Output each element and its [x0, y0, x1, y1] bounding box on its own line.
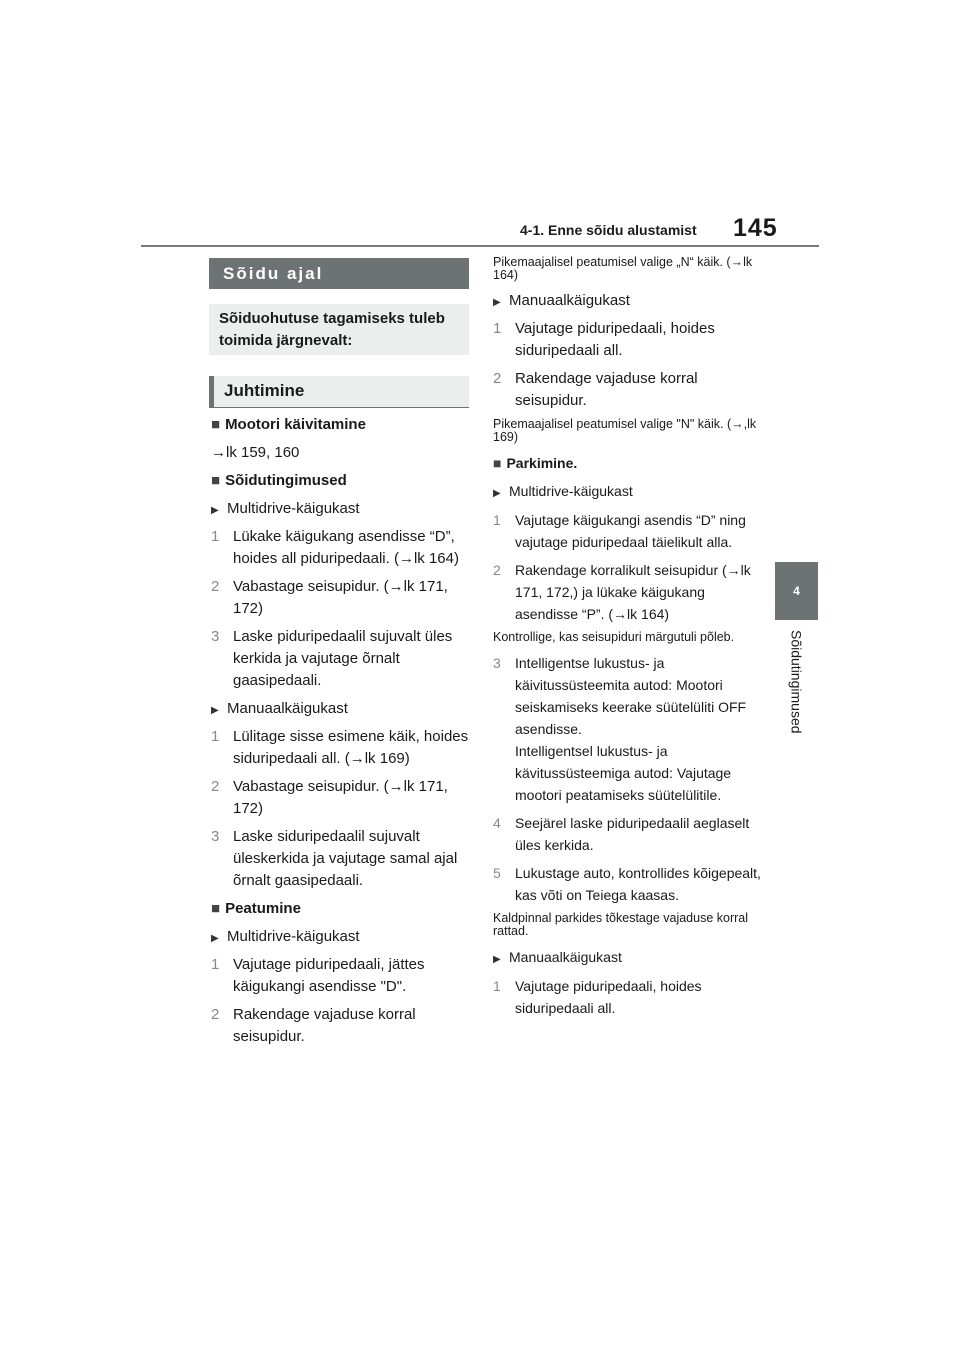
step-item	[211, 826, 469, 892]
subsection-heading	[211, 926, 469, 950]
step-text: Vajutage piduripedaali, hoides siduripedaali all.	[515, 978, 702, 1016]
note-text: Pikemaajalisel peatumisel valige "N" käik. (→,lk 169)	[493, 417, 757, 444]
section-heading	[493, 452, 763, 474]
step-number: 1	[211, 728, 220, 745]
subsection-heading	[493, 946, 763, 971]
step-number: 4	[493, 815, 501, 831]
step-text: Vabastage seisupidur. (→lk 171, 172)	[233, 778, 448, 817]
note-text: Kaldpinnal parkides tõkestage vajaduse korral rattad.	[493, 911, 749, 938]
section-heading	[211, 898, 469, 920]
parking-section	[493, 452, 763, 1019]
step-number: 3	[211, 828, 220, 845]
square-bullet-icon: ■	[211, 900, 221, 917]
chapter-tab: 4	[775, 562, 818, 620]
subsection-title: Multidrive-käigukast	[227, 928, 360, 945]
step-text: Vabastage seisupidur. (→lk 171, 172)	[233, 578, 448, 617]
left-column	[211, 414, 469, 1054]
triangle-bullet-icon: ▶	[493, 297, 501, 308]
step-text-part: Intelligentse lukustus- ja käivitussüsteemita autod: Mootori seiskamiseks keerake süütelüliti OFF asendisse.	[515, 655, 747, 737]
step-number: 2	[211, 1006, 220, 1023]
step-number: 3	[493, 655, 501, 671]
step-number: 3	[211, 628, 220, 645]
step-text: Vajutage piduripedaali, jättes käigukangi asendisse "D".	[233, 956, 425, 995]
step-number: 1	[211, 956, 220, 973]
step-item	[493, 559, 763, 625]
step-item	[211, 626, 469, 692]
square-bullet-icon: ■	[211, 472, 221, 489]
step-number: 2	[211, 578, 220, 595]
step-text: Rakendage vajaduse korral seisupidur.	[233, 1006, 416, 1045]
note-text: Kontrollige, kas seisupiduri märgutuli põleb.	[493, 630, 735, 644]
title-bar: Sõidu ajal	[209, 258, 469, 289]
triangle-bullet-icon: ▶	[211, 705, 219, 716]
subsection-title: Multidrive-käigukast	[227, 500, 360, 517]
page-number: 145	[733, 214, 778, 242]
step-text: Lukustage auto, kontrollides kõigepealt, kas võti on Teiega kaasas.	[515, 865, 761, 903]
step-text: Laske siduripedaalil sujuvalt üleskerkida ja vajutage samal ajal õrnalt gaasipedaali.	[233, 828, 458, 889]
section-heading	[211, 470, 469, 492]
triangle-bullet-icon: ▶	[211, 933, 219, 944]
step-text: Lülitage sisse esimene käik, hoides siduripedaali all. (→lk 169)	[233, 728, 469, 767]
step-text: Vajutage käigukangi asendis “D” ning vajutage piduripedaal täielikult alla.	[515, 512, 746, 550]
subsection-title: Multidrive-käigukast	[509, 483, 633, 499]
step-item	[211, 526, 469, 570]
step-number: 2	[211, 778, 220, 795]
chapter-label-text: Sõidutingimused	[788, 630, 805, 734]
subsection-heading	[211, 498, 469, 522]
step-item	[211, 576, 469, 620]
step-item	[211, 726, 469, 770]
subsection-heading	[211, 698, 469, 722]
section-title: Mootori käivitamine	[225, 416, 366, 433]
section-title: Parkimine.	[506, 455, 578, 471]
triangle-bullet-icon: ▶	[493, 954, 501, 965]
step-number: 2	[493, 562, 501, 578]
section-title: Sõidutingimused	[225, 472, 347, 489]
step-item	[493, 862, 763, 906]
step-text: Rakendage vajaduse korral seisupidur.	[515, 370, 698, 409]
intro-note: Sõiduohutuse tagamiseks tuleb toimida järgnevalt:	[209, 304, 469, 355]
step-item	[211, 1004, 469, 1048]
header-rule	[141, 245, 819, 247]
page-reference: →lk 159, 160	[211, 444, 300, 461]
step-item	[493, 975, 763, 1019]
subheading: Juhtimine	[209, 376, 469, 408]
step-number: 1	[493, 512, 501, 528]
step-text: Seejärel laske piduripedaalil aeglaselt üles kerkida.	[515, 815, 750, 853]
step-number: 1	[211, 528, 220, 545]
subsection-heading	[493, 290, 763, 314]
note-text: Pikemaajalisel peatumisel valige „N“ käik. (→lk 164)	[493, 255, 753, 282]
step-item	[211, 954, 469, 998]
step-number: 1	[493, 320, 502, 337]
step-number: 5	[493, 865, 501, 881]
step-item	[493, 812, 763, 856]
step-text: Laske piduripedaalil sujuvalt üles kerkida ja vajutage õrnalt gaasipedaali.	[233, 628, 453, 689]
right-column	[493, 256, 763, 1025]
step-text: Vajutage piduripedaali, hoides siduripedaali all.	[515, 320, 715, 359]
triangle-bullet-icon: ▶	[211, 505, 219, 516]
step-text: Rakendage korralikult seisupidur (→lk 171, 172,) ja lükake käigukang asendisse “P”. (→lk 164)	[515, 562, 751, 622]
square-bullet-icon: ■	[493, 455, 502, 471]
subsection-title: Manuaalkäigukast	[509, 292, 630, 309]
step-item	[211, 776, 469, 820]
triangle-bullet-icon: ▶	[493, 488, 501, 499]
chapter-label	[775, 630, 818, 750]
step-item	[493, 652, 763, 806]
step-item	[493, 318, 763, 362]
step-text	[515, 652, 763, 806]
step-text-part: Intelligentsel lukustus- ja kävitussüsteemiga autod: Vajutage mootori peatamiseks süütelülitile.	[515, 743, 732, 803]
section-header: 4-1. Enne sõidu alustamist	[520, 222, 697, 238]
subsection-title: Manuaalkäigukast	[227, 700, 348, 717]
step-item	[493, 368, 763, 412]
section-heading	[211, 414, 469, 436]
step-item	[493, 509, 763, 553]
subsection-title: Manuaalkäigukast	[509, 949, 622, 965]
subsection-heading	[493, 480, 763, 505]
square-bullet-icon: ■	[211, 416, 221, 433]
step-number: 1	[493, 978, 501, 994]
step-number: 2	[493, 370, 502, 387]
step-text: Lükake käigukang asendisse “D”, hoides all piduripedaali. (→lk 164)	[233, 528, 459, 567]
section-title: Peatumine	[225, 900, 301, 917]
